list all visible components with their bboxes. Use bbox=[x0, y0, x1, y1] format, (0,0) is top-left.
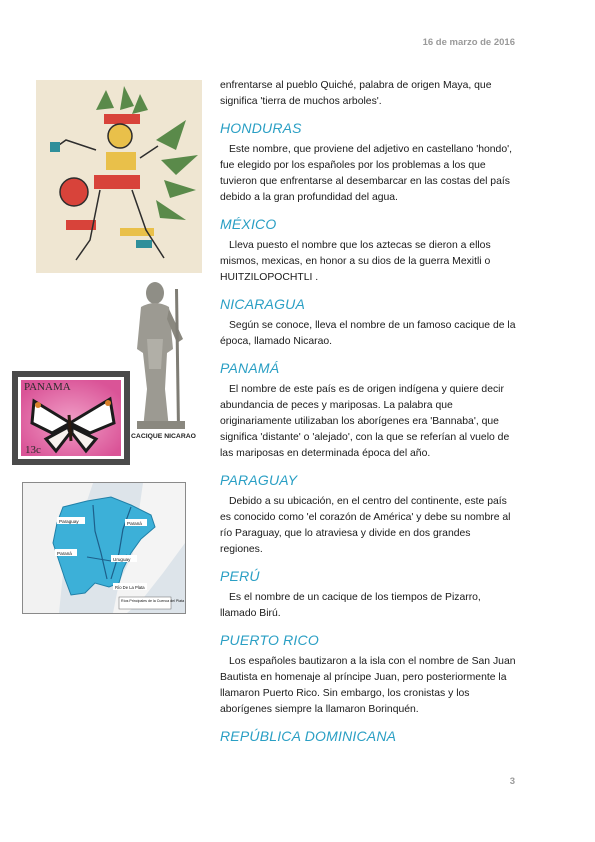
statue-image bbox=[131, 279, 197, 432]
map-label: Paraná bbox=[57, 551, 72, 556]
section-body: Según se conoce, lleva el nombre de un famoso cacique de la época, llamado Nicarao. bbox=[220, 320, 516, 347]
section-body: Este nombre, que proviene del adjetivo en castellano 'hondo', fue elegido por los españoles por los problemas a los que tuvieron que enfrentarse al desembarcar en las costas del país debido a la gran profundidad del agua. bbox=[220, 144, 512, 203]
stamp-value: 13c bbox=[25, 444, 41, 456]
map-label: Río De La Plata bbox=[115, 585, 145, 590]
panama-stamp-image bbox=[12, 371, 130, 465]
section-title: PARAGUAY bbox=[220, 472, 298, 488]
section-puerto-rico bbox=[220, 632, 516, 718]
intro-paragraph: enfrentarse al pueblo Quiché, palabra de origen Maya, que significa 'tierra de muchos arboles'. bbox=[220, 80, 492, 107]
section-title: MÉXICO bbox=[220, 216, 277, 232]
page-number: 3 bbox=[509, 776, 515, 787]
section-panama bbox=[220, 360, 516, 462]
section-nicaragua bbox=[220, 296, 516, 350]
section-honduras bbox=[220, 120, 516, 206]
section-mexico bbox=[220, 216, 516, 286]
section-republica-dominicana bbox=[220, 728, 516, 745]
section-peru bbox=[220, 568, 516, 622]
section-title: NICARAGUA bbox=[220, 296, 306, 312]
map-label: Uruguay bbox=[113, 557, 131, 562]
section-body: Los españoles bautizaron a la isla con el nombre de San Juan Bautista en homenaje al príncipe Juan, pero posteriormente la llamaron Puerto Rico. Sin embargo, los cronistas y los aborígenes siempre la llamaron Borinquén. bbox=[220, 656, 516, 715]
date-header: 16 de marzo de 2016 bbox=[422, 37, 515, 48]
map-legend: Ríos Principales de la Cuenca del Plata bbox=[121, 599, 185, 603]
map-label: Paraná bbox=[127, 521, 142, 526]
section-paraguay bbox=[220, 472, 516, 558]
section-title: PUERTO RICO bbox=[220, 632, 319, 648]
section-title: PANAMÁ bbox=[220, 360, 280, 376]
section-body: Es el nombre de un cacique de los tiempos de Pizarro, llamado Birú. bbox=[220, 592, 481, 619]
section-title: REPÚBLICA DOMINICANA bbox=[220, 728, 397, 744]
rio-plata-basin-map-image bbox=[22, 482, 186, 614]
statue-caption: CACIQUE NICARAO bbox=[131, 433, 196, 440]
codex-illustration-image bbox=[36, 80, 202, 273]
section-title: PERÚ bbox=[220, 568, 260, 584]
section-body: Lleva puesto el nombre que los aztecas se dieron a ellos mismos, mexicas, en honor a su dios de la guerra Mexitli o HUITZILOPOCHTLI . bbox=[220, 240, 491, 283]
section-title: HONDURAS bbox=[220, 120, 302, 136]
map-label: Paraguay bbox=[59, 519, 79, 524]
section-body: Debido a su ubicación, en el centro del continente, este país es conocido como 'el corazón de América' y debe su nombre al río Paraguay, que lo atraviesa y divide en dos grandes regiones. bbox=[220, 496, 511, 555]
stamp-country: PANAMA bbox=[24, 381, 71, 393]
section-body: El nombre de este país es de origen indígena y quiere decir abundancia de peces y mariposas. La palabra que originariamente utilizaban los aborígenes era 'Bannaba', que significa 'distante' o 'alejado', con la que se referían al vuelo de las mariposas en determinada época del año. bbox=[220, 384, 510, 459]
